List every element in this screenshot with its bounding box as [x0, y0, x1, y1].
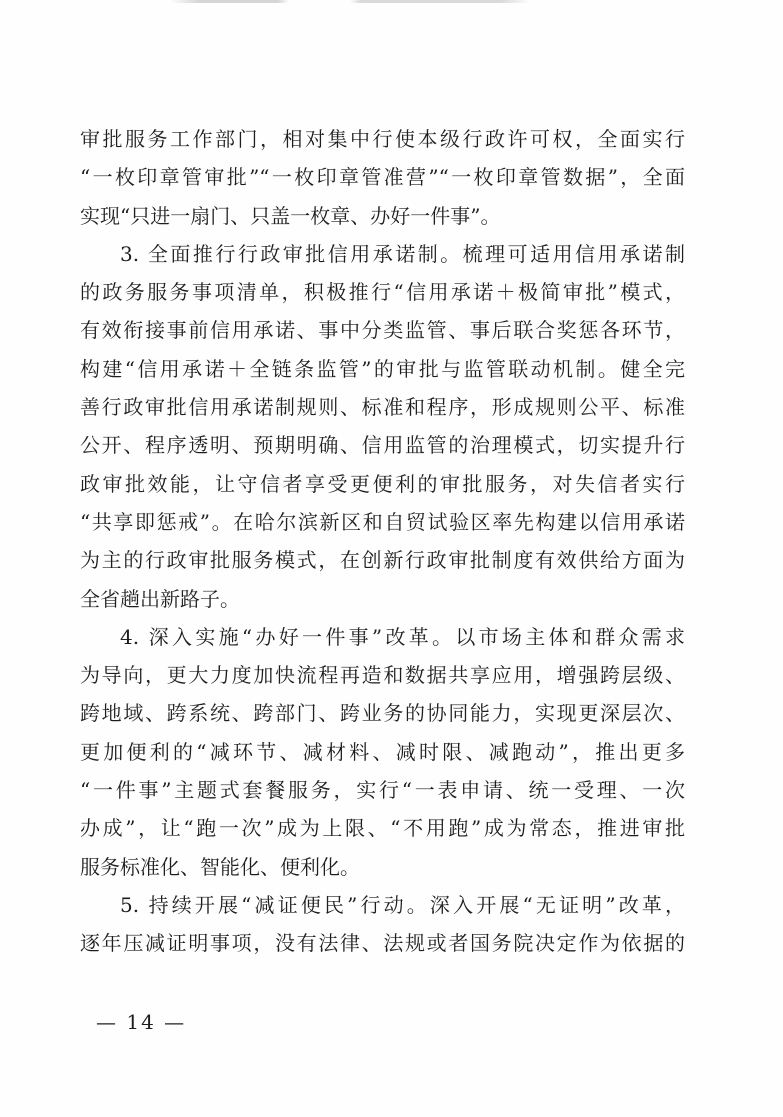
- text-line: 服务标准化、智能化、便利化。: [80, 854, 360, 879]
- text-line: 为导向，更大力度加快流程再造和数据共享应用，增强跨层级、: [80, 663, 685, 688]
- text-line: “一枚印章管审批”“一枚印章管准营”“一枚印章管数据”，全面: [80, 165, 685, 190]
- text-line: 有效衔接事前信用承诺、事中分类监管、事后联合奖惩各环节，: [80, 318, 685, 343]
- text-line: 为主的行政审批服务模式，在创新行政审批制度有效供给方面为: [80, 548, 685, 573]
- text-line: 善行政审批信用承诺制规则、标准和程序，形成规则公平、标准: [80, 395, 685, 420]
- scan-edge-artifact: [170, 0, 530, 3]
- paragraph-heading-line: 3. 全面推行行政审批信用承诺制。梳理可适用信用承诺制: [120, 241, 685, 266]
- text-line: 全省趟出新路子。: [80, 586, 240, 611]
- text-line: “共享即惩戒”。在哈尔滨新区和自贸试验区率先构建以信用承诺: [80, 509, 685, 534]
- paragraph-heading-line: 4. 深入实施“办好一件事”改革。以市场主体和群众需求: [120, 624, 685, 649]
- text-line: 审批服务工作部门，相对集中行使本级行政许可权，全面实行: [80, 127, 685, 151]
- text-line: 的政务服务事项清单，积极推行“信用承诺＋极简审批”模式，: [80, 280, 685, 305]
- text-line: 办成”，让“跑一次”成为上限、“不用跑”成为常态，推进审批: [80, 816, 685, 841]
- text-line: 逐年压减证明事项，没有法律、法规或者国务院决定作为依据的: [80, 931, 685, 956]
- document-body: [80, 120, 685, 963]
- text-line: 政审批效能，让守信者享受更便利的审批服务，对失信者实行: [80, 471, 685, 496]
- text-line: “一件事”主题式套餐服务，实行“一表申请、统一受理、一次: [80, 778, 685, 803]
- text-line: 跨地域、跨系统、跨部门、跨业务的协同能力，实现更深层次、: [80, 701, 685, 726]
- text-line: 更加便利的“减环节、减材料、减时限、减跑动”，推出更多: [80, 739, 685, 764]
- text-line: 实现“只进一扇门、只盖一枚章、办好一件事”。: [80, 203, 501, 228]
- paragraph-heading-line: 5. 持续开展“减证便民”行动。深入开展“无证明”改革，: [120, 892, 685, 917]
- text-line: 公开、程序透明、预期明确、信用监管的治理模式，切实提升行: [80, 433, 685, 458]
- text-line: 构建“信用承诺＋全链条监管”的审批与监管联动机制。健全完: [80, 356, 685, 381]
- page-number: — 14 —: [96, 1010, 187, 1034]
